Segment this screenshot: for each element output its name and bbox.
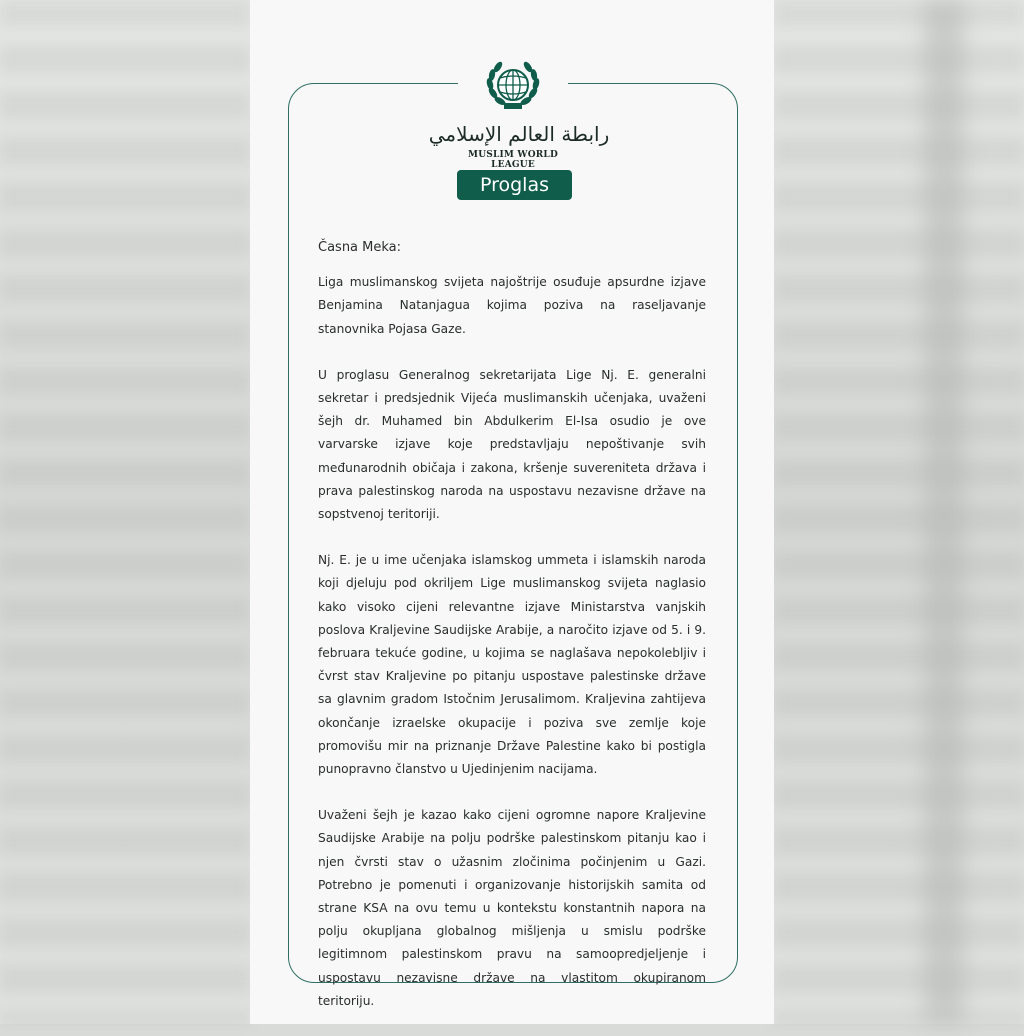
blurred-background-right (774, 0, 1024, 1024)
arabic-calligraphy-logo (428, 117, 610, 149)
blurred-background-left (0, 0, 250, 1024)
svg-text:رابطة العالم الإسلامي: رابطة العالم الإسلامي (428, 122, 610, 146)
paragraph-2: U proglasu Generalnog sekretarijata Lige Nj. E. generalni sekretar i predsjednik Vijeća muslimanskih učenjaka, uvaženi šejh dr. Muhamed bin Abdulkerim El-Isa osudio je ove varvarske izjave koje predstavljaju nepoštivanje svih međunarodnih običaja i zakona, kršenje suvereniteta država i prava palestinskog naroda na uspostavu nezavisne države na sopstvenoj teritoriji. (318, 367, 706, 522)
salutation: Časna Meka: (318, 240, 402, 255)
proclamation-badge: Proglas (457, 170, 572, 200)
document-page (250, 0, 774, 1024)
organization-name: MUSLIM WORLD LEAGUE (468, 150, 558, 170)
globe-wreath-icon (484, 57, 542, 115)
letter-body (318, 236, 706, 1036)
paragraph-3: Nj. E. je u ime učenjaka islamskog ummeta i islamskih naroda koji djeluju pod okriljem Lige muslimanskog svijeta naglasio kako visoko cijeni relevantne izjave Ministarstva vanjskih poslova Kraljevine Saudijske Arabije, a naročito izjave od 5. i 9. februara tekuće godine, u kojima se naglašava nepokolebljiv i čvrst stav Kraljevine po pitanju uspostave palestinske države sa glavnim gradom Istočnim Jerusalimom. Kraljevina zahtijeva okončanje izraelske okupacije i poziva sve zemlje koje promovišu mir na priznanje Države Palestine kako bi postigla punopravno članstvo u Ujedinjenim nacijama. (318, 553, 706, 777)
paragraph-4: Uvaženi šejh je kazao kako cijeni ogromne napore Kraljevine Saudijske Arabije na polju podrške palestinskom pitanju kao i njen čvrsti stav o užasnim zločinima počinjenim u Gazi. Potrebno je pomenuti i organizovanje historijskih samita od strane KSA na ovu temu u kontekstu konstantnih napora na polju okupljana globalnog mišljenja u smislu podrške legitimnom palestinskom pravu na samoopredjeljenje i uspostavu nezavisne države na vlastitom okupiranom teritoriju. (318, 808, 706, 1008)
paragraph-1: Liga muslimanskog svijeta najoštrije osuđuje apsurdne izjave Benjamina Natanjagua kojima poziva na raseljavanje stanovnika Pojasa Gaze. (318, 275, 706, 336)
